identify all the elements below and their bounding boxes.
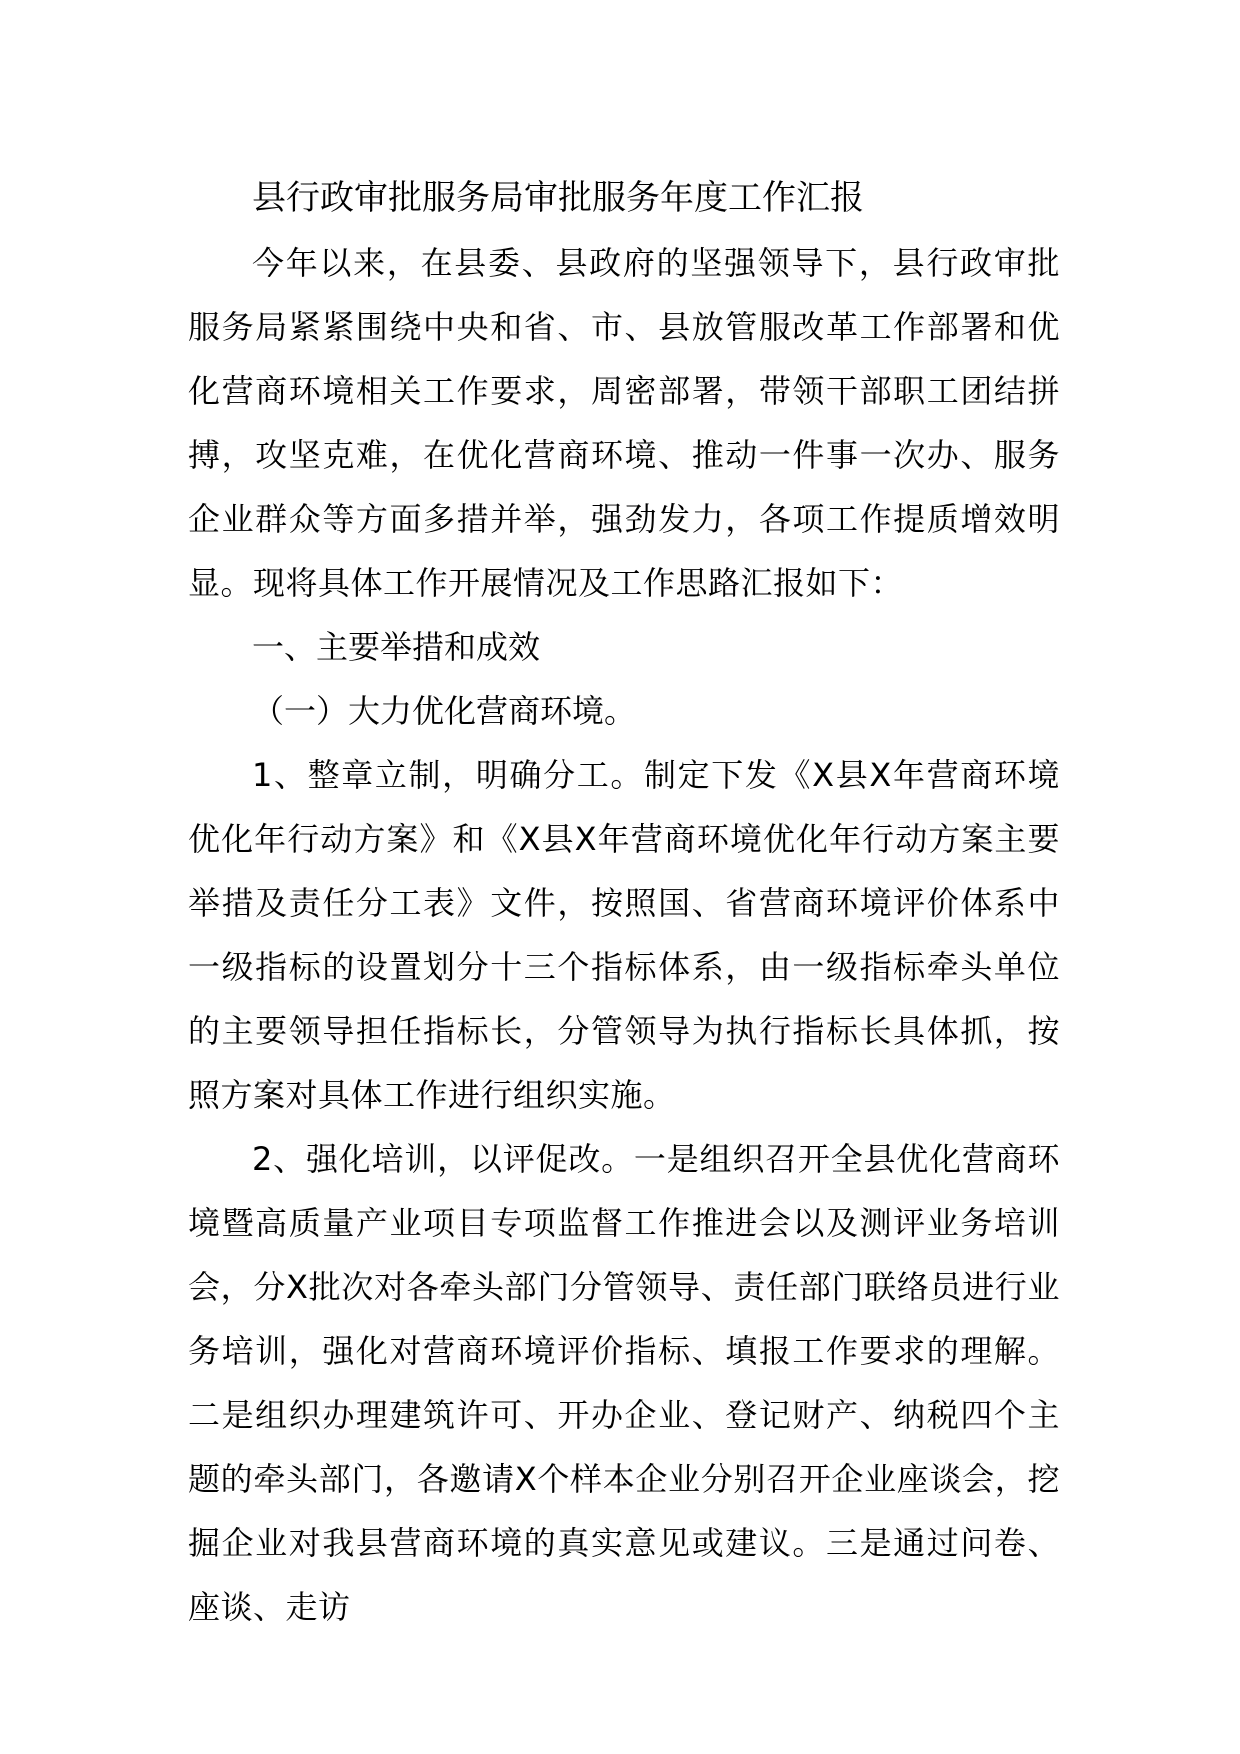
subsection-heading: （一）大力优化营商环境。 (252, 692, 637, 730)
document-title: 县行政审批服务局审批服务年度工作汇报 (252, 178, 864, 218)
document-body (188, 166, 1060, 1639)
section-heading: 一、主要举措和成效 (252, 628, 541, 666)
item-paragraph-1: 1、整章立制，明确分工。制定下发《X县X年营商环境优化年行动方案》和《X县X年营商环境优化年行动方案主要举措及责任分工表》文件，按照国、省营商环境评价体系中一级指标的设置划分十三个指标体系，由一级指标牵头单位的主要领导担任指标长，分管领导为执行指标长具体抓，按照方案对具体工作进行组织实施。 (188, 756, 1060, 1114)
item-paragraph-2: 2、强化培训，以评促改。一是组织召开全县优化营商环境暨高质量产业项目专项监督工作推进会以及测评业务培训会，分X批次对各牵头部门分管领导、责任部门联络员进行业务培训，强化对营商环境评价指标、填报工作要求的理解。二是组织办理建筑许可、开办企业、登记财产、纳税四个主题的牵头部门，各邀请X个样本企业分别召开企业座谈会，挖掘企业对我县营商环境的真实意见或建议。三是通过问卷、座谈、走访 (188, 1140, 1060, 1626)
intro-paragraph: 今年以来，在县委、县政府的坚强领导下，县行政审批服务局紧紧围绕中央和省、市、县放管服改革工作部署和优化营商环境相关工作要求，周密部署，带领干部职工团结拼搏，攻坚克难，在优化营商环境、推动一件事一次办、服务企业群众等方面多措并举，强劲发力，各项工作提质增效明显。现将具体工作开展情况及工作思路汇报如下： (188, 244, 1060, 602)
